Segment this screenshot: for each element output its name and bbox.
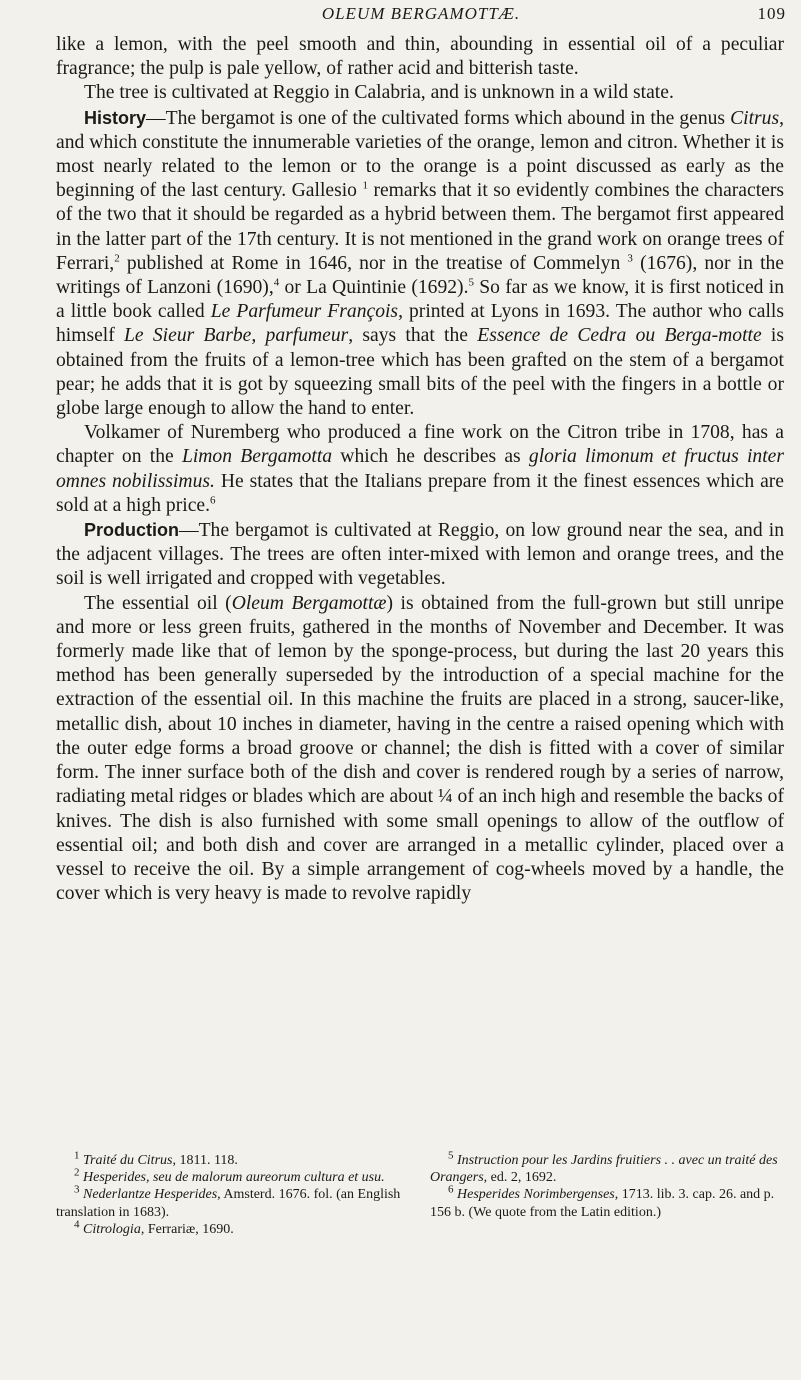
- footnote-4: $^4$ Citrologia, Ferrariæ, 1690.: [74, 1218, 234, 1237]
- section-head-production: Production: [84, 520, 179, 541]
- footnotes-right-column: [430, 1149, 786, 1221]
- running-title: OLEUM BERGAMOTTÆ.: [321, 4, 521, 23]
- footnote-6: $^6$ Hesperides Norimbergenses, 1713. lib. 3. cap. 26. and p. 156 b. (We quote from the Latin edition.): [430, 1183, 775, 1220]
- paragraph-essential-oil: The essential oil (Oleum Bergamottæ) is obtained from the full-grown but still unripe and more or less green fruits, gathered in the months of November and December. It was formerly made like that of lemon by the sponge-process, but during the last 20 years this method has been generally superseded by the introduction of a special machine for the extraction of the essential oil. In this machine the fruits are placed in a strong, saucer-like, metallic dish, about 10 inches in diameter, having in the centre a raised opening which with the outer edge forms a broad groove or channel; the dish is fitted with a cover of similar form. The inner surface both of the dish and cover is rendered rough by a series of narrow, radiating metal ridges or blades which are about ¼ of an inch high and resemble the backs of knives. The dish is also furnished with some small openings to allow of the outflow of essential oil; and both dish and cover are arranged in a metallic cylinder, placed over a vessel to receive the oil. By a simple arrangement of cog-wheels moved by a handle, the cover which is very heavy is made to revolve rapidly: [56, 592, 784, 905]
- paragraph-continuation: like a lemon, with the peel smooth and thin, abounding in essential oil of a peculiar fragrance; the pulp is pale yellow, of rather acid and bitterish taste.: [56, 34, 784, 80]
- body-text: [56, 33, 784, 906]
- footnote-5: $^5$ Instruction pour les Jardins fruitiers . . avec un traité des Orangers, ed. 2, 1692.: [430, 1149, 778, 1186]
- section-head-history: History: [84, 107, 147, 128]
- footnote-2: $^2$ Hesperides, seu de malorum aureorum cultura et usu.: [74, 1166, 385, 1186]
- paragraph-cultivation: The tree is cultivated at Reggio in Calabria, and is unknown in a wild state.: [84, 82, 674, 104]
- footnote-1: $^1$ Traité du Citrus, 1811. 118.: [74, 1149, 238, 1168]
- footnote-ref: 4: [273, 276, 280, 289]
- footnote-ref: 5: [468, 276, 474, 289]
- paragraph-volkamer: Volkamer of Nuremberg who produced a fine work on the Citron tribe in 1708, has a chapter on the Limon Bergamotta which he describes as gloria limonum et fructus inter omnes nobilissimus. He states that the Italians prepare from it the finest essences which are sold at a high price.$^6$: [56, 422, 784, 516]
- paragraph-history: History—The bergamot is one of the cultivated forms which abound in the genus Citrus, and which constitute the innumerable varieties of the orange, lemon and citron. Whether it is most nearly related to the lemon or to the orange is a point discussed as early as the beginning of the last century. Gallesio $^1$ remarks that it so evidently combines the characters of the two that it should be regarded as a hybrid between them. The bergamot first appeared in the latter part of the 17th century. It is not mentioned in the grand work on orange trees of Ferrari,$^2$ published at Rome in 1646, nor in the treatise of Commelyn $^3$ (1676), nor in the writings of Lanzoni (1690),$^4$ or La Quintinie (1692).$^5$ So far as we know, it is first noticed in a little book called Le Parfumeur François, printed at Lyons in 1693. The author who calls himself Le Sieur Barbe, parfumeur, says that the Essence de Cedra ou Berga-motte is obtained from the fruits of a lemon-tree which has been grafted on the stem of a bergamot pear; he adds that it is got by squeezing small bits of the peel with the fingers in a bottle or globe large enough to allow the hand to enter.: [56, 107, 785, 420]
- footnote-3: $^3$ Nederlantze Hesperides, Amsterd. 1676. fol. (an English translation in 1683).: [56, 1183, 401, 1220]
- running-head: [56, 4, 786, 28]
- footnote-ref: 3: [627, 252, 633, 265]
- footnote-ref: 6: [210, 494, 216, 507]
- footnotes-left-column: [56, 1149, 418, 1238]
- footnote-ref: 2: [114, 252, 120, 265]
- page-number: 109: [757, 4, 786, 23]
- footnote-ref: 1: [362, 179, 368, 192]
- paragraph-production: Production—The bergamot is cultivated at Reggio, on low ground near the sea, and in the adjacent villages. The trees are often inter-mixed with lemon and orange trees, and the soil is well irrigated and cropped with vegetables.: [56, 520, 784, 590]
